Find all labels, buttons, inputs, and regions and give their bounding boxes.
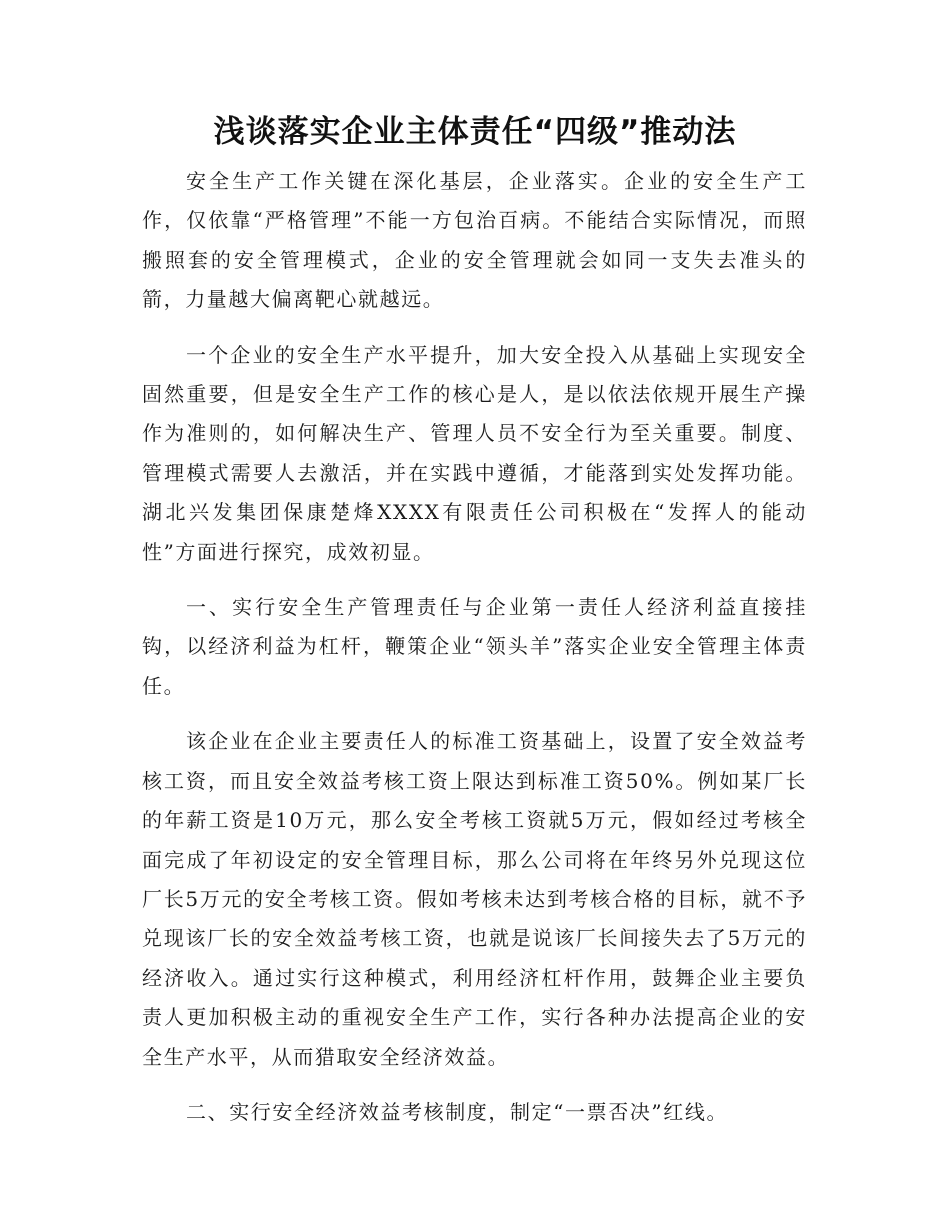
paragraph-salary-assessment: 该企业在企业主要责任人的标准工资基础上，设置了安全效益考核工资，而且安全效益考核工资上限达到标准工资50%。例如某厂长的年薪工资是10万元，那么安全考核工资就5万元，假如经过考核全面完成了年初设定的安全管理目标，那么公司将在年终另外兑现这位厂长5万元的安全考核工资。假如考核未达到考核合格的目标，就不予兑现该厂长的安全效益考核工资，也就是说该厂长间接失去了5万元的经济收入。通过实行这种模式，利用经济杠杆作用，鼓舞企业主要负责人更加积极主动的重视安全生产工作，实行各种办法提高企业的安全生产水平，从而猎取安全经济效益。 xyxy=(142,729,807,1069)
paragraph-intro: 安全生产工作关键在深化基层，企业落实。企业的安全生产工作，仅依靠“严格管理”不能一方包治百病。不能结合实际情况，而照搬照套的安全管理模式，企业的安全管理就会如同一支失去准头的箭，力量越大偏离靶心就越远。 xyxy=(142,169,807,312)
document-title: 浅谈落实企业主体责任“四级”推动法 xyxy=(213,114,737,150)
document-body xyxy=(142,162,807,1148)
paragraph-core-is-people: 一个企业的安全生产水平提升，加大安全投入从基础上实现安全固然重要，但是安全生产工作的核心是人，是以依法依规开展生产操作为准则的，如何解决生产、管理人员不安全行为至关重要。制度、管理模式需要人去激活，并在实践中遵循，才能落到实处发挥功能。湖北兴发集团保康楚烽XXXX有限责任公司积极在“发挥人的能动性”方面进行探究，成效初显。 xyxy=(142,342,807,564)
section-heading-one: 一、实行安全生产管理责任与企业第一责任人经济利益直接挂钩，以经济利益为杠杆，鞭策企业“领头羊”落实企业安全管理主体责任。 xyxy=(142,595,807,698)
section-heading-two: 二、实行安全经济效益考核制度，制定“一票否决”红线。 xyxy=(186,1099,729,1124)
